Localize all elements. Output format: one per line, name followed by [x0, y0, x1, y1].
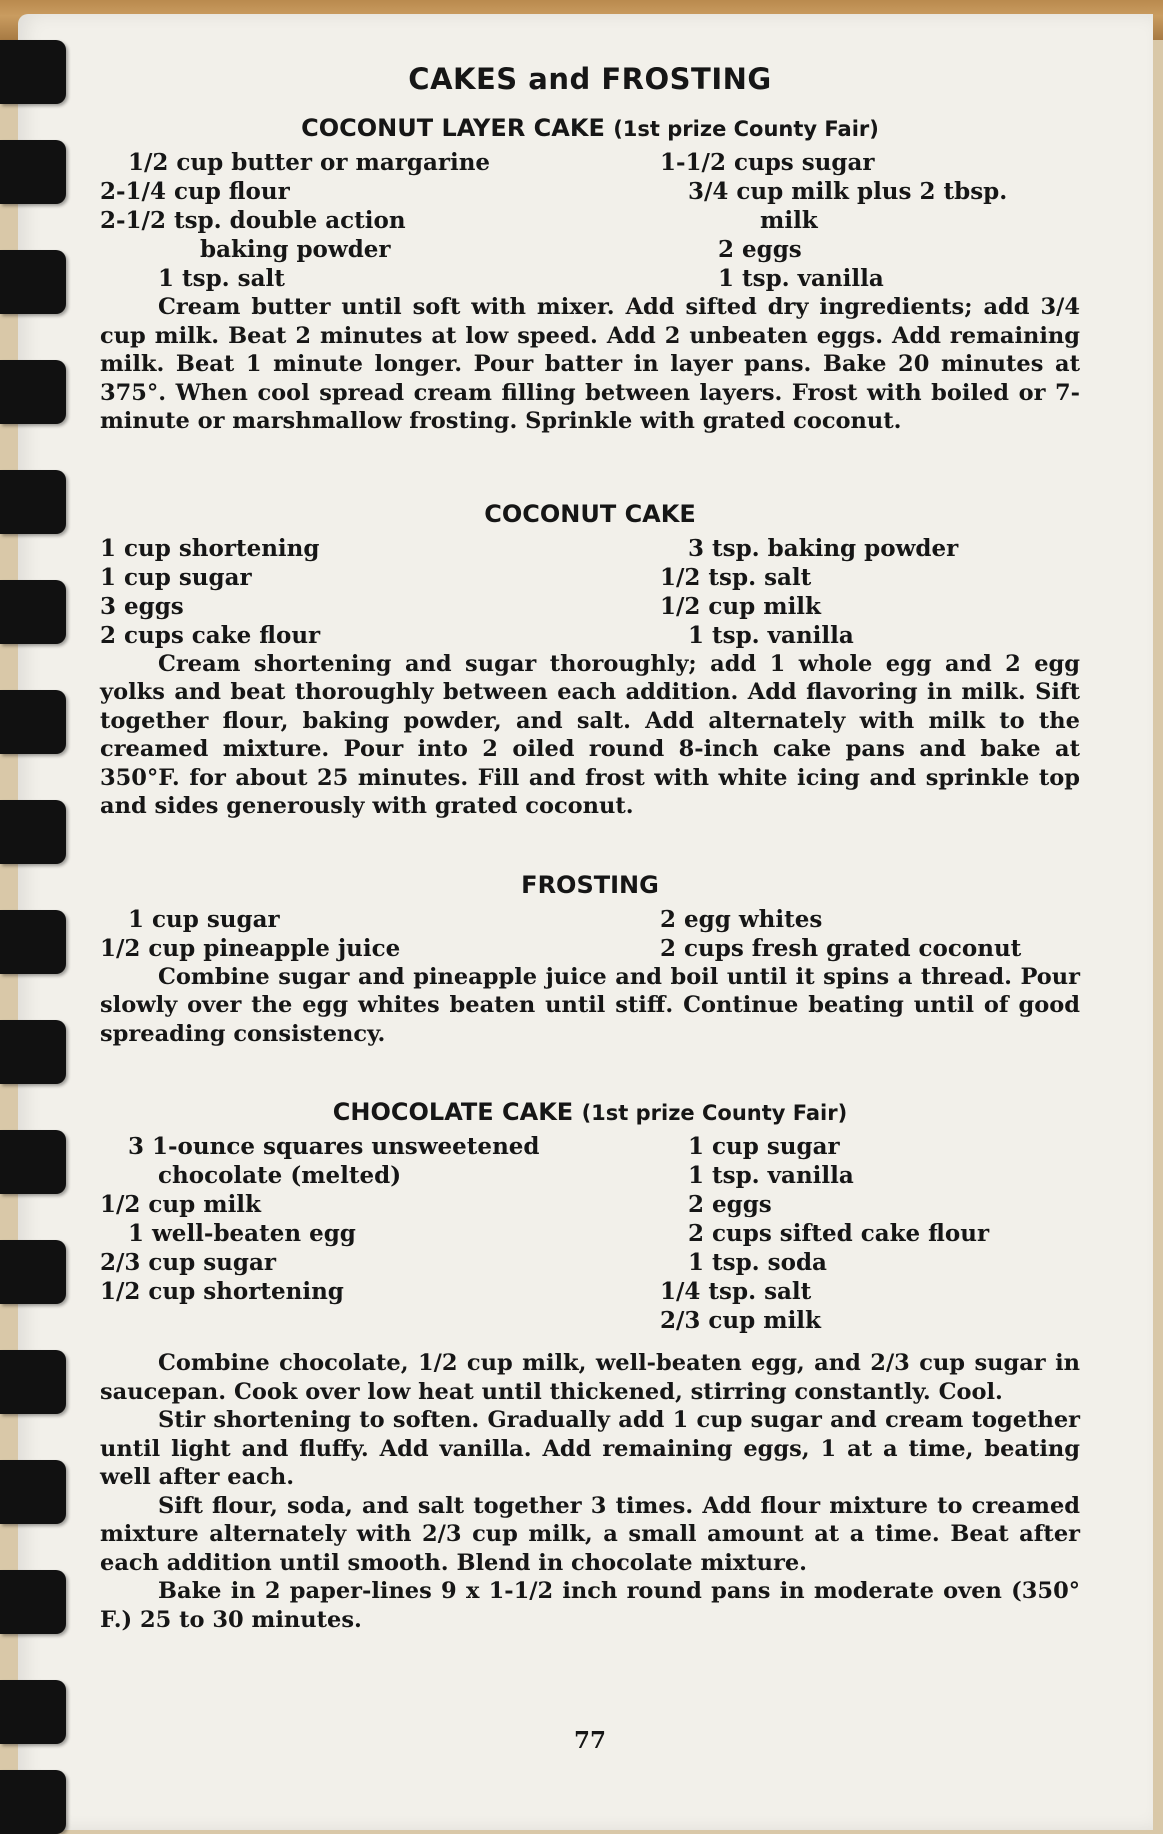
ingredient: milk: [760, 207, 818, 234]
recipe-chocolate-cake: [100, 1098, 1080, 1634]
ingredient: 1/2 cup butter or margarine: [128, 149, 491, 176]
ingredient: 3/4 cup milk plus 2 tbsp.: [688, 178, 1008, 205]
recipe-title-note: (1st prize County Fair): [581, 1101, 848, 1125]
binding-ring: [0, 470, 66, 534]
recipe-coconut-layer-cake: [100, 114, 1080, 436]
binding-ring: [0, 360, 66, 424]
recipe-title-text: CHOCOLATE CAKE: [332, 1098, 574, 1126]
ingredient: baking powder: [200, 236, 391, 263]
ingredient: 1 cup shortening: [100, 534, 320, 562]
ingredient: 2 cups fresh grated coconut: [660, 934, 1022, 962]
ingredient-list: [100, 1132, 1080, 1335]
ingredient-list: [100, 534, 1080, 650]
ingredient: 2 eggs: [688, 1191, 772, 1218]
binding-ring: [0, 250, 66, 314]
ingredient: 2 eggs: [718, 236, 802, 263]
spiral-binding: [0, 0, 70, 1830]
binding-ring: [0, 1460, 66, 1524]
ingredient: 3 tsp. baking powder: [688, 534, 959, 562]
ingredient-column-left: [100, 905, 580, 963]
ingredient-column-left: [100, 148, 580, 293]
recipe-title-text: COCONUT LAYER CAKE: [301, 114, 605, 142]
recipe-method-step: Bake in 2 paper-lines 9 x 1-1/2 inch round pans in moderate oven (350° F.) 25 to 30 minutes.: [100, 1578, 1080, 1633]
recipe-method-step: Stir shortening to soften. Gradually add 1 cup sugar and cream together until light and fluffy. Add vanilla. Add remaining eggs, 1 at a time, beating well after each.: [100, 1407, 1080, 1490]
ingredient: 1/2 tsp. salt: [660, 563, 812, 591]
binding-ring: [0, 1240, 66, 1304]
ingredient-column-right: [660, 1132, 1080, 1335]
ingredient: 1/4 tsp. salt: [660, 1278, 812, 1305]
ingredient: 2 cups sifted cake flour: [688, 1220, 990, 1247]
ingredient: 2 cups cake flour: [100, 621, 321, 649]
ingredient: 1 cup sugar: [128, 905, 280, 933]
ingredient: 1 tsp. vanilla: [688, 1162, 854, 1189]
ingredient: 2 egg whites: [660, 905, 823, 933]
ingredient: 1 tsp. vanilla: [718, 265, 884, 292]
ingredient-column-left: [100, 534, 580, 650]
binding-ring: [0, 40, 66, 104]
binding-ring: [0, 1020, 66, 1084]
binding-ring: [0, 580, 66, 644]
ingredient: 1/2 cup milk: [660, 592, 821, 620]
recipe-method-step: Sift flour, soda, and salt together 3 times. Add flour mixture to creamed mixture alternately with 2/3 cup milk, a small amount at a time. Beat after each addition until smooth. Blend in chocolate mixture.: [100, 1492, 1080, 1576]
ingredient: 1 tsp. soda: [688, 1249, 827, 1276]
ingredient: 1 tsp. salt: [158, 265, 285, 292]
recipe-method-step: Combine chocolate, 1/2 cup milk, well-beaten egg, and 2/3 cup sugar in saucepan. Cook over low heat until thickened, stirring constantly. Cool.: [100, 1350, 1080, 1405]
binding-ring: [0, 1130, 66, 1194]
ingredient: 2/3 cup sugar: [100, 1249, 277, 1276]
recipe-method: Cream shortening and sugar thoroughly; add 1 whole egg and 2 egg yolks and beat thoroughly between each addition. Add flavoring in milk. Sift together flour, baking powder, and salt. Add alternately with milk to the creamed mixture. Pour into 2 oiled round 8-inch cake pans and bake at 350°F. for about 25 minutes. Fill and frost with white icing and sprinkle top and sides generously with grated coconut.: [100, 650, 1080, 819]
ingredient-column-left: [100, 1132, 580, 1335]
recipe-title-text: FROSTING: [521, 870, 659, 899]
binding-ring: [0, 910, 66, 974]
page-number: 77: [573, 1727, 606, 1754]
ingredient: 1/2 cup pineapple juice: [100, 934, 401, 962]
binding-ring: [0, 1350, 66, 1414]
ingredient: 2-1/2 tsp. double action: [100, 207, 406, 234]
page-content: [100, 62, 1080, 1754]
ingredient-list: [100, 905, 1080, 963]
ingredient: 2-1/4 cup flour: [100, 178, 290, 205]
recipe-title: [100, 500, 1080, 528]
ingredient: 1 well-beaten egg: [128, 1220, 356, 1247]
ingredient-column-right: [660, 905, 1080, 963]
ingredient: chocolate (melted): [158, 1162, 402, 1189]
ingredient-column-right: [660, 534, 1080, 650]
binding-ring: [0, 1680, 66, 1744]
binding-ring: [0, 140, 66, 204]
ingredient-column-right: [660, 148, 1080, 293]
binding-ring: [0, 1570, 66, 1634]
recipe-title-note: (1st prize County Fair): [613, 117, 879, 141]
recipe-title: [100, 1098, 1080, 1126]
ingredient: 3 1-ounce squares unsweetened: [128, 1133, 540, 1160]
recipe-frosting: [100, 871, 1080, 1049]
recipe-title: [100, 114, 1080, 142]
ingredient-list: [100, 148, 1080, 293]
page-title: CAKES and FROSTING: [408, 62, 772, 96]
recipe-method: Combine sugar and pineapple juice and boil until it spins a thread. Pour slowly over the egg whites beaten until stiff. Continue beating until of good spreading consistency.: [100, 963, 1080, 1047]
recipe-title-text: COCONUT CAKE: [484, 499, 696, 528]
ingredient: 1/2 cup milk: [100, 1191, 261, 1218]
ingredient: 2/3 cup milk: [660, 1307, 821, 1334]
recipe-coconut-cake: [100, 500, 1080, 821]
ingredient: 1 cup sugar: [100, 563, 252, 591]
ingredient: 1/2 cup shortening: [100, 1278, 344, 1305]
recipe-method: Cream butter until soft with mixer. Add sifted dry ingredients; add 3/4 cup milk. Beat 2 minutes at low speed. Add 2 unbeaten eggs. Add remaining milk. Beat 1 minute longer. Pour batter in layer pans. Bake 20 minutes at 375°. When cool spread cream filling between layers. Frost with boiled or 7-minute or marshmallow frosting. Sprinkle with grated coconut.: [100, 294, 1080, 434]
ingredient: 1 tsp. vanilla: [688, 621, 854, 649]
ingredient: 1 cup sugar: [688, 1133, 840, 1160]
recipe-title: [100, 871, 1080, 899]
ingredient: 1-1/2 cups sugar: [660, 149, 875, 176]
binding-ring: [0, 690, 66, 754]
binding-ring: [0, 1770, 66, 1834]
binding-ring: [0, 800, 66, 864]
ingredient: 3 eggs: [100, 592, 184, 620]
